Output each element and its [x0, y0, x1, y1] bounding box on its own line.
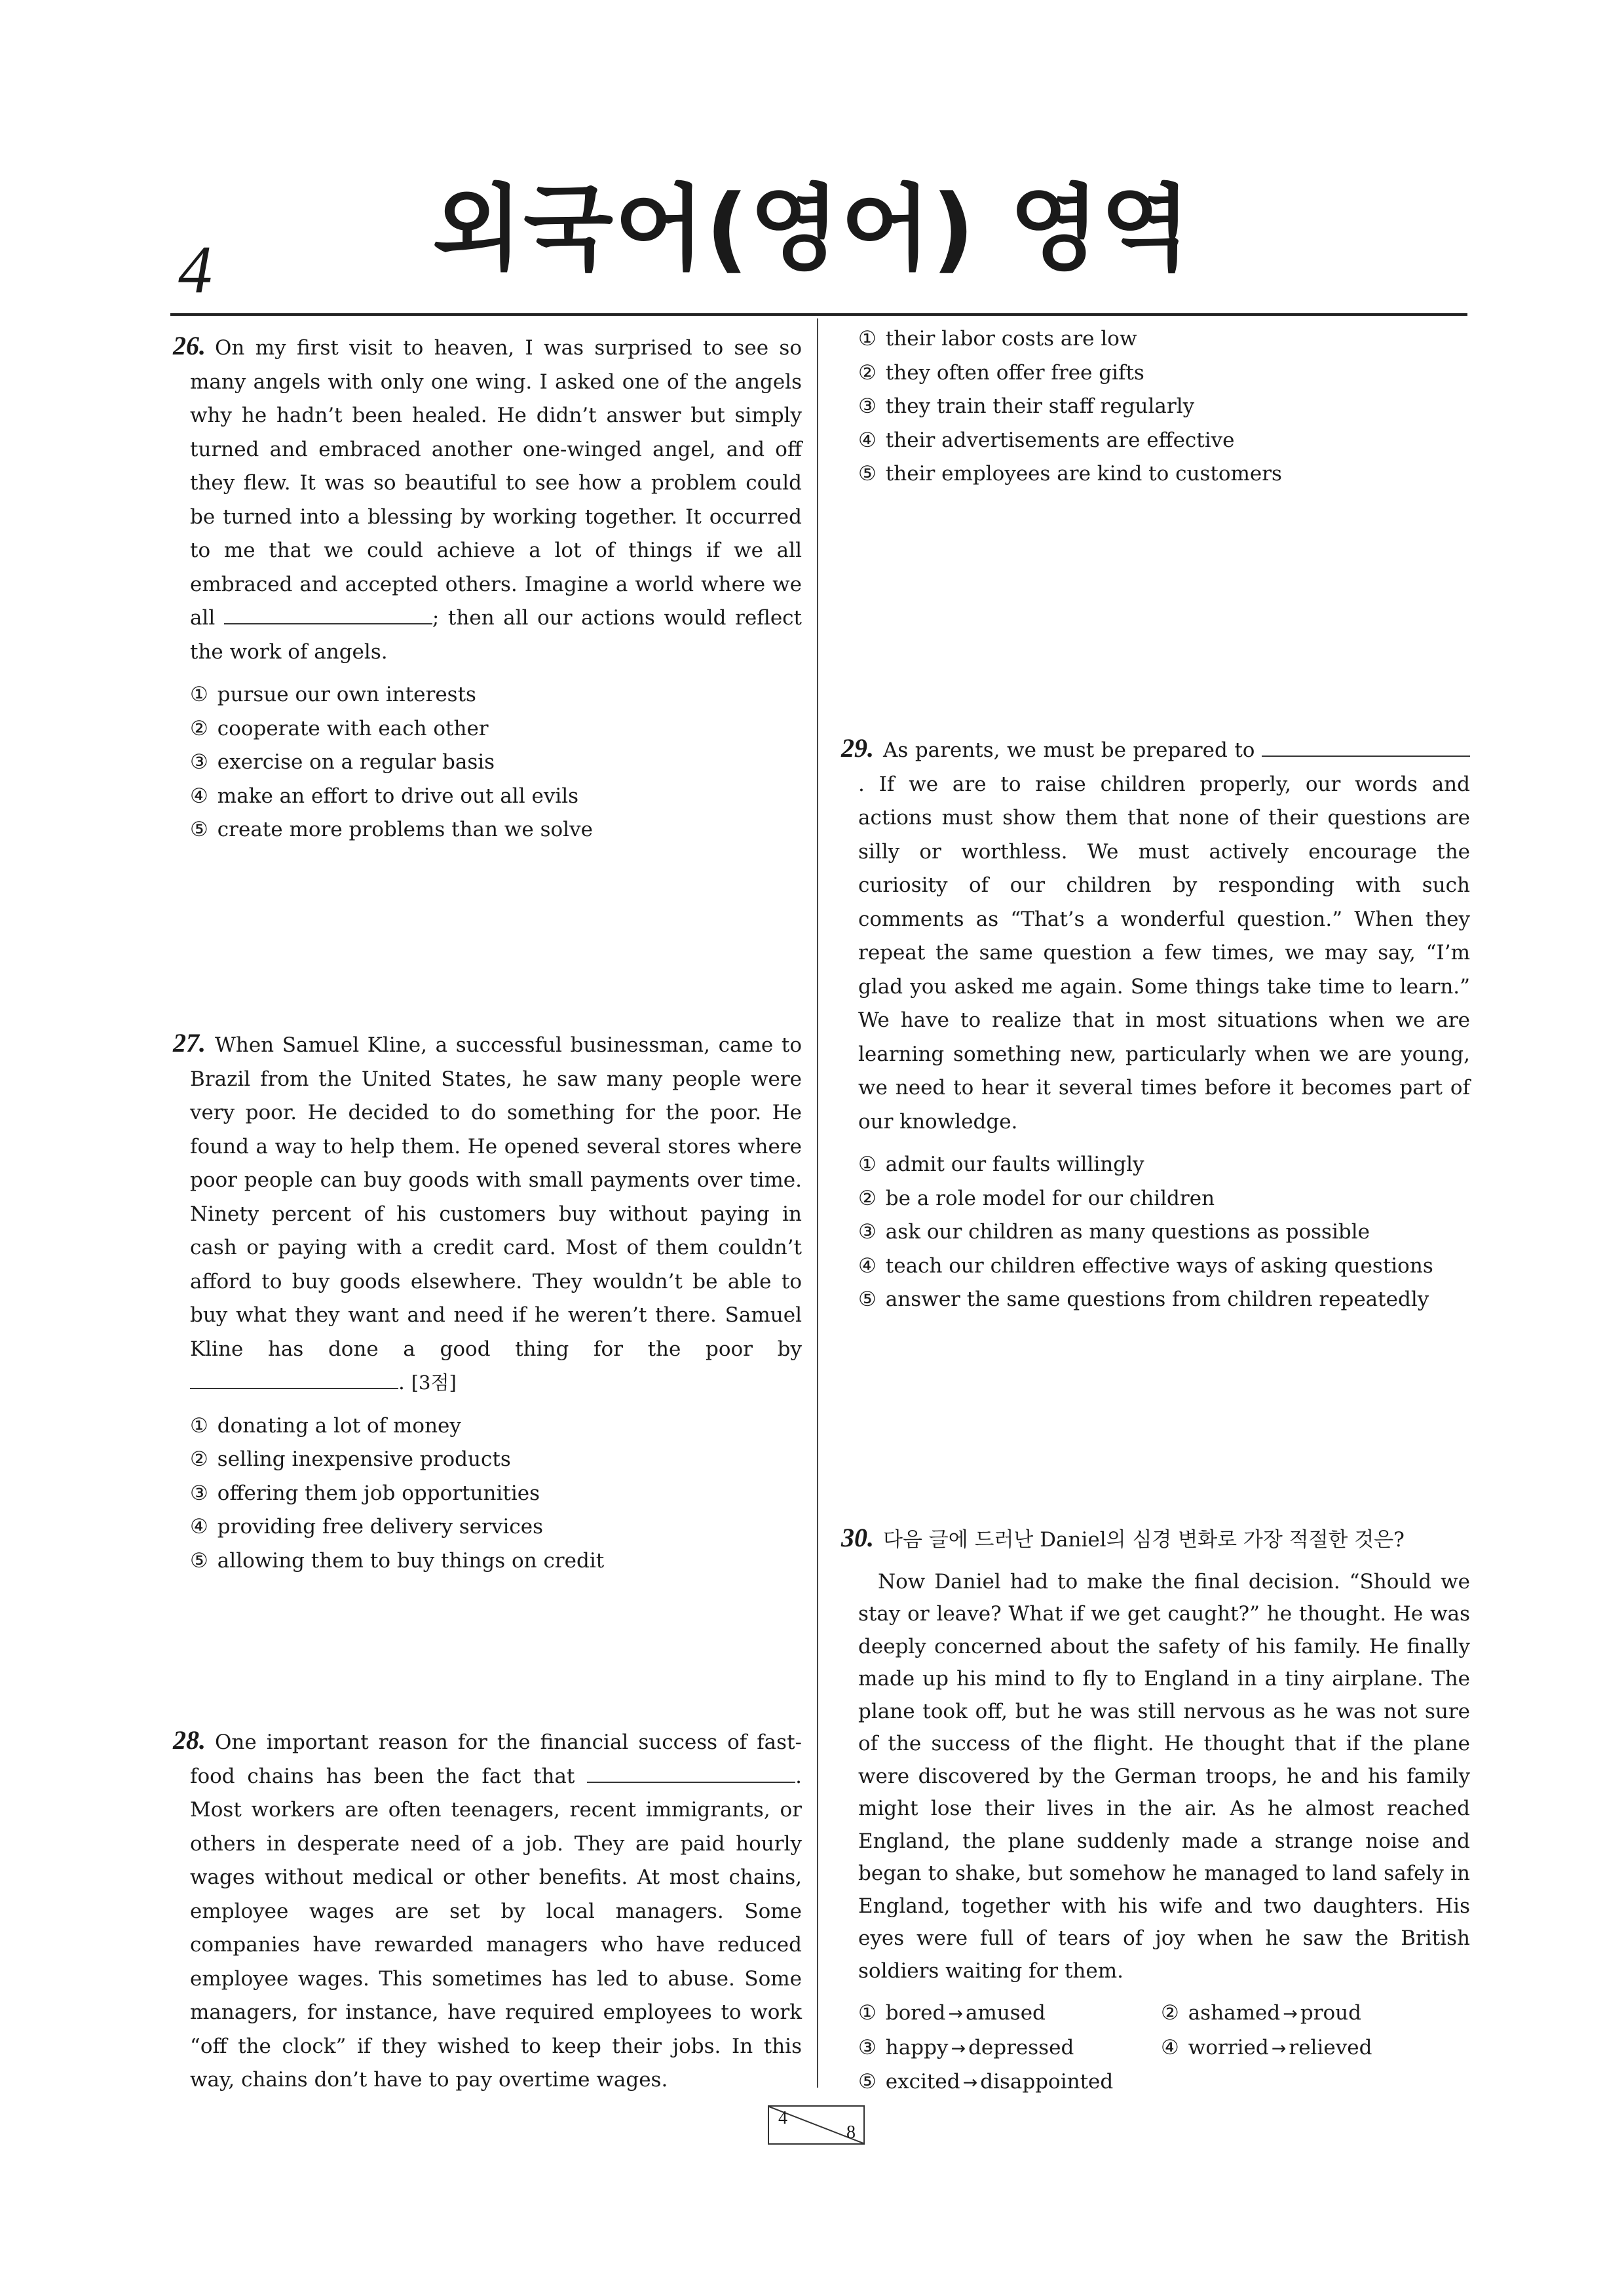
option-4[interactable]: ④ make an effort to drive out all evils	[190, 784, 579, 808]
passage-text: One important reason for the financial success of fast-food chains has been the fact that	[190, 1731, 802, 1788]
column-divider	[817, 318, 818, 2088]
question-27-passage: 27. When Samuel Kline, a successful businessman, came to Brazil from the United States, he saw many people were very poor. He decided to do something for the poor. He found a way to help them. He opened several stores where poor people can buy goods with small payments over time. Ninety percent of his customers buy without paying in cash or paying with a credit card. Most of them couldn’t afford to buy goods elsewhere. They wouldn’t be able to buy what they want and need if he weren’t there. Samuel Kline has done a good thing for the poor by . [3점]	[173, 1028, 802, 1394]
option-5[interactable]: ⑤ excited → disappointed	[858, 2070, 1114, 2094]
question-number: 28.	[173, 1725, 206, 1755]
answer-blank	[1262, 736, 1470, 757]
option-1[interactable]: ① pursue our own interests	[190, 683, 476, 706]
options-list	[841, 1997, 1470, 2100]
question-29-passage	[841, 731, 1470, 1139]
page-number: 4	[178, 232, 212, 307]
question-30-passage: Now Daniel had to make the final decision. “Should we stay or leave? What if we get caught?” he thought. He was deeply concerned about the safety of his family. He finally made up his mind to fly to England in a tiny airplane. The plane took off, but he was still nervous as he was not sure of the success of the flight. He thought that if the plane were discovered by the German troops, he and his family might lose their lives in the air. As he almost reached England, the plane suddenly made a strange noise and began to shake, but somehow he managed to land safely in England, together with his wife and two daughters. His eyes were full of tears of joy when he saw the British soldiers waiting for them.	[858, 1569, 1470, 1983]
option-1[interactable]: ① bored → amused	[858, 2001, 1046, 2025]
question-number: 27.	[173, 1028, 206, 1058]
options-list	[173, 678, 802, 847]
passage-text: ; then all our actions would reflect the work of angels.	[190, 606, 803, 664]
option-5[interactable]: ⑤ their employees are kind to customers	[858, 462, 1282, 486]
passage-text: . Most workers are often teenagers, recent immigrants, or others in desperate need of a job. They are paid hourly wages without medical or other benefits. At most chains, employee wages are set by local managers. Some companies have rewarded managers who have reduced employee wages. This sometimes has led to abuse. Some managers, for instance, have required employees to work “off the clock” if they wished to keep their jobs. In this way, chains don’t have to pay overtime wages.	[190, 1764, 802, 2092]
option-3[interactable]: ③ offering them job opportunities	[190, 1481, 540, 1505]
option-1[interactable]: ① donating a lot of money	[190, 1413, 461, 1438]
options-list	[173, 1409, 802, 1578]
option-5[interactable]: ⑤ create more problems than we solve	[190, 818, 593, 841]
option-4[interactable]: ④ teach our children effective ways of asking questions	[858, 1253, 1433, 1278]
option-4[interactable]: ④ their advertisements are effective	[858, 428, 1235, 452]
option-2[interactable]: ② ashamed → proud	[1161, 2001, 1361, 2025]
arrow-icon: →	[1283, 2004, 1298, 2024]
question-number: 26.	[173, 331, 206, 360]
passage-text: . If we are to raise children properly, our words and actions must show them that none of their questions are silly or worthless. We must actively encourage the curiosity of our children by responding with such comments as “That’s a wonderful question.” When they repeat the same question a few times, we may say, “I’m glad you asked me again. Some things take time to learn.” We have to realize that in most situations when we are learning something new, particularly when we are young, we need to hear it several times before it becomes part of our knowledge.	[858, 772, 1470, 1134]
option-2[interactable]: ② be a role model for our children	[858, 1186, 1215, 1210]
option-2[interactable]: ② they often offer free gifts	[858, 360, 1144, 385]
page-title: 외국어(영어) 영역	[432, 175, 1192, 283]
option-5[interactable]: ⑤ answer the same questions from children repeatedly	[858, 1288, 1429, 1311]
question-30	[841, 1521, 1470, 2100]
option-5[interactable]: ⑤ allowing them to buy things on credit	[190, 1548, 605, 1573]
question-28-options	[841, 322, 1470, 491]
option-3[interactable]: ③ ask our children as many questions as possible	[858, 1220, 1370, 1244]
option-1[interactable]: ① admit our faults willingly	[858, 1153, 1144, 1176]
options-list	[841, 322, 1470, 491]
option-4[interactable]: ④ providing free delivery services	[190, 1515, 543, 1539]
question-number: 29.	[841, 733, 874, 763]
question-26-passage	[173, 329, 802, 669]
answer-blank	[224, 603, 432, 624]
question-29	[841, 731, 1470, 1317]
option-1[interactable]: ① their labor costs are low	[858, 327, 1137, 351]
question-27	[173, 1026, 802, 1578]
header-divider	[170, 313, 1467, 316]
options-list	[841, 1148, 1470, 1317]
current-page: 4	[778, 2108, 787, 2128]
arrow-icon: →	[1271, 2038, 1287, 2059]
passage-text: As parents, we must be prepared to	[883, 738, 1255, 762]
question-number: 30.	[841, 1523, 874, 1552]
option-3[interactable]: ③ they train their staff regularly	[858, 394, 1195, 418]
arrow-icon: →	[962, 2073, 978, 2093]
answer-blank	[190, 1368, 398, 1389]
question-28-passage	[173, 1723, 802, 2097]
passage-text: When Samuel Kline, a successful businessman, came to Brazil from the United States, he saw many people were very poor. He decided to do something for the poor. He found a way to help them. He opened several stores where poor people can buy goods with small payments over time. Ninety percent of his customers buy without paying in cash or paying with a credit card. Most of them couldn’t afford to buy goods elsewhere. They wouldn’t be able to buy what they want and need if he weren’t there. Samuel Kline has done a good thing for the poor by	[190, 1033, 802, 1361]
arrow-icon: →	[951, 2038, 966, 2059]
question-28	[173, 1723, 802, 2097]
arrow-icon: →	[948, 2004, 963, 2024]
option-4[interactable]: ④ worried → relieved	[1161, 2035, 1372, 2059]
option-2[interactable]: ② selling inexpensive products	[190, 1447, 511, 1471]
answer-blank	[587, 1762, 795, 1783]
option-3[interactable]: ③ exercise on a regular basis	[190, 750, 495, 774]
question-30-prompt	[841, 1521, 1470, 1557]
question-26	[173, 329, 802, 847]
total-pages: 8	[846, 2122, 856, 2143]
points-label: [3점]	[411, 1371, 457, 1394]
option-2[interactable]: ② cooperate with each other	[190, 716, 489, 740]
page-indicator	[768, 2105, 865, 2145]
passage-text: On my first visit to heaven, I was surprised to see so many angels with only one wing. I asked one of the angels why he hadn’t been healed. He didn’t answer but simply turned and embraced another one-winged angel, and off they flew. It was so beautiful to see how a problem could be turned into a blessing by working together. It occurred to me that we could achieve a lot of things if we all embraced and accepted others. Imagine a world where we all	[190, 336, 802, 630]
question-prompt: 다음 글에 드러난 Daniel의 심경 변화로 가장 적절한 것은?	[883, 1528, 1405, 1552]
option-3[interactable]: ③ happy → depressed	[858, 2035, 1074, 2059]
